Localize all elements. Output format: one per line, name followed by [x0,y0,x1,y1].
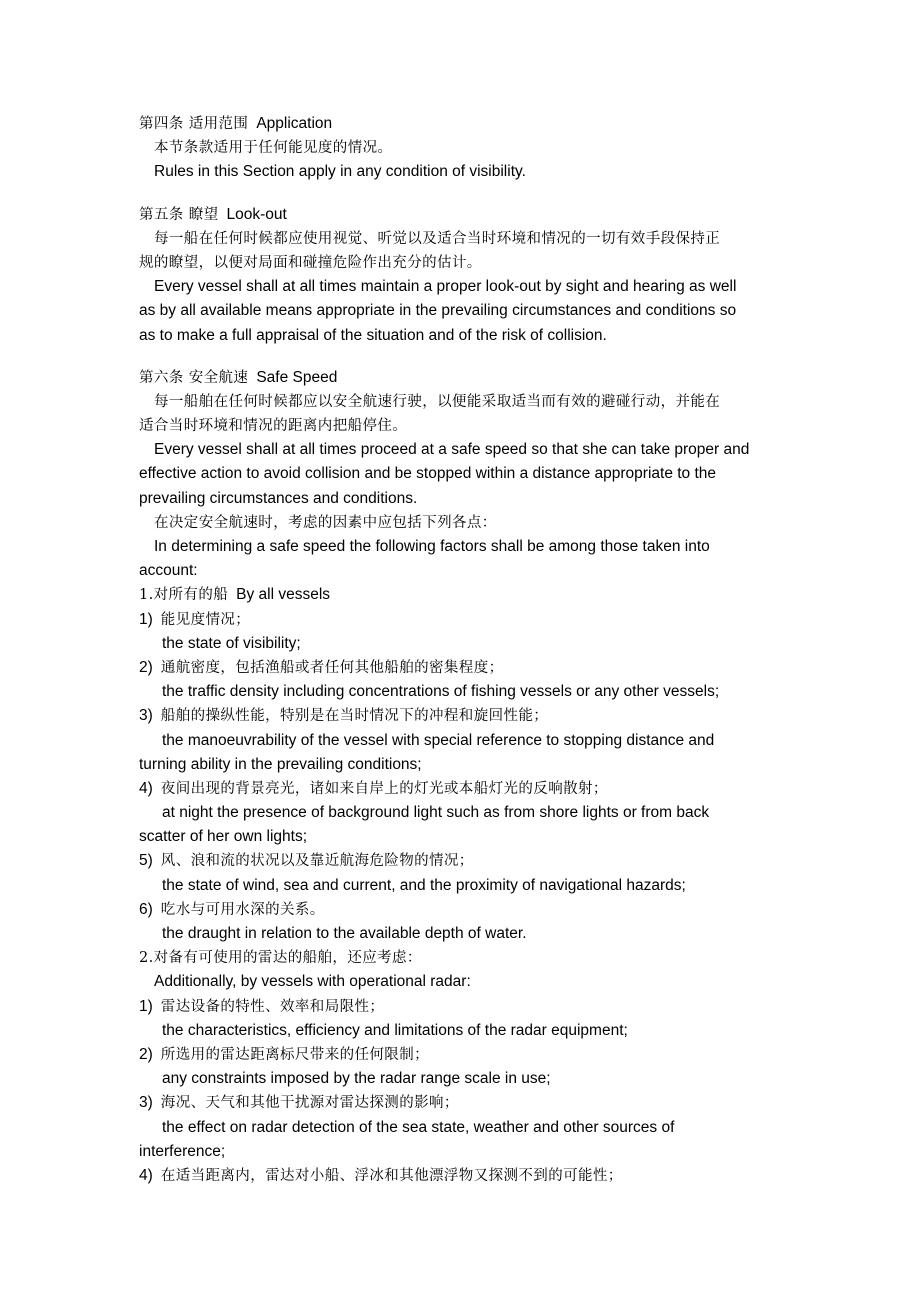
list-item-en: at night the presence of background light such as from shore lights or from back [162,804,710,822]
list-item-en-cont: interference; [139,1142,226,1160]
group-1-heading [139,583,799,607]
list-item: 2) 所选用的雷达距离标尺带来的任何限制； [139,1045,429,1063]
section-6-heading [139,366,799,390]
list-item: 4) 在适当距离内，雷达对小船、浮冰和其他漂浮物又探测不到的可能性； [139,1166,623,1184]
document-page [139,112,799,1188]
list-item-en: the manoeuvrability of the vessel with special reference to stopping distance and [162,731,715,749]
section-5-body-zh-2: 规的瞭望，以便对局面和碰撞危险作出充分的估计。 [139,254,482,271]
section-6-heading-en: Safe Speed [256,368,338,386]
section-6-body-en-3: prevailing circumstances and conditions. [139,489,418,507]
list-item-en-cont: scatter of her own lights; [139,828,307,846]
list-item-en-cont: turning ability in the prevailing conditions; [139,755,422,773]
list-item-en: the state of visibility; [162,634,301,652]
section-5-heading-en: Look-out [226,205,287,223]
section-5-body-en-1: Every vessel shall at all times maintain a proper look-out by sight and hearing as well [154,278,737,296]
section-5-body-zh-1: 每一船在任何时候都应使用视觉、听觉以及适合当时环境和情况的一切有效手段保持正 [154,230,721,247]
list-item-en: the characteristics, efficiency and limitations of the radar equipment; [162,1021,628,1039]
section-6-body-zh-1: 每一船舶在任何时候都应以安全航速行驶，以便能采取适当而有效的避碰行动，并能在 [154,393,721,410]
list-item: 6) 吃水与可用水深的关系。 [139,900,325,918]
section-6-heading-zh: 第六条 安全航速 [139,369,249,386]
list-item: 3) 海况、天气和其他干扰源对雷达探测的影响； [139,1094,459,1112]
section-6-body-en-1: Every vessel shall at all times proceed at a safe speed so that she can take proper and [154,441,750,459]
list-item-en: the effect on radar detection of the sea state, weather and other sources of [162,1118,675,1136]
section-6-factors-zh: 在决定安全航速时，考虑的因素中应包括下列各点： [154,514,497,531]
section-4-heading-en: Application [256,115,333,132]
section-5-body-en-3: as to make a full appraisal of the situation and of the risk of collision. [139,326,607,344]
group-2-heading-zh: 2.对备有可使用的雷达的船舶，还应考虑： [139,950,422,967]
section-6-factors-en-2: account: [139,562,198,580]
section-5-body-en-2: as by all available means appropriate in the prevailing circumstances and conditions so [139,302,737,320]
list-item: 1) 雷达设备的特性、效率和局限性； [139,997,385,1015]
section-4-body-zh: 本节条款适用于任何能见度的情况。 [154,140,393,157]
section-4-body-en: Rules in this Section apply in any condition of visibility. [154,163,526,181]
section-6-body-en-2: effective action to avoid collision and be stopped within a distance appropriate to the [139,465,717,483]
list-item: 3) 船舶的操纵性能，特别是在当时情况下的冲程和旋回性能； [139,707,549,725]
list-item-en: the state of wind, sea and current, and the proximity of navigational hazards; [162,876,686,894]
section-6-factors-en-1: In determining a safe speed the following factors shall be among those taken into [154,538,710,555]
list-item: 1) 能见度情况； [139,610,251,628]
section-4-heading [139,112,799,136]
list-item: 5) 风、浪和流的状况以及靠近航海危险物的情况； [139,852,474,870]
list-item: 4) 夜间出现的背景亮光，诸如来自岸上的灯光或本船灯光的反响散射； [139,779,608,797]
section-5-heading-zh: 第五条 瞭望 [139,206,219,223]
list-item: 2) 通航密度，包括渔船或者任何其他船舶的密集程度； [139,658,504,676]
group-2-heading-en: Additionally, by vessels with operational radar: [154,973,471,991]
list-item-en: the traffic density including concentrations of fishing vessels or any other vessels; [162,683,720,701]
list-item-en: any constraints imposed by the radar range scale in use; [162,1070,551,1088]
group-1-heading-en: By all vessels [236,586,331,604]
section-5-heading [139,203,799,227]
section-4-heading-zh: 第四条 适用范围 [139,116,249,132]
group-2-heading [139,946,799,970]
group-1-heading-zh: 1.对所有的船 [139,587,229,604]
list-item-en: the draught in relation to the available depth of water. [162,925,527,942]
section-6-body-zh-2: 适合当时环境和情况的距离内把船停住。 [139,418,408,435]
